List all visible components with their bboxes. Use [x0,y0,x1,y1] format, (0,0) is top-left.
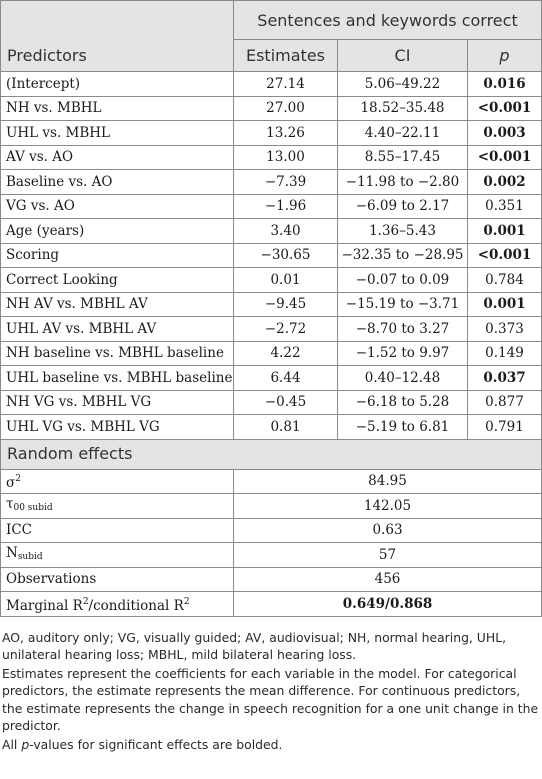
sigma2-label: $\sigma^2$ [1,469,234,494]
p-value-cell: 0.373 [468,317,542,342]
ci-cell: −0.07 to 0.09 [338,268,468,293]
table-row [1,494,542,519]
p-value-cell: 0.001 [468,292,542,317]
n-value: 57 [234,543,542,568]
p-value-cell: 0.037 [468,366,542,391]
predictor-cell: (Intercept) [1,72,234,97]
r2-label: Marginal $R^2$/conditional $R^2$ [1,592,234,617]
p-value-cell: 0.784 [468,268,542,293]
fixed-effects-body [1,72,542,440]
ci-cell: −6.09 to 2.17 [338,194,468,219]
ci-cell: −11.98 to −2.80 [338,170,468,195]
ci-header: CI [338,40,468,72]
table-row [1,415,542,440]
predictor-cell: NH baseline vs. MBHL baseline [1,341,234,366]
p-value-cell: 0.351 [468,194,542,219]
p-value-cell: 0.791 [468,415,542,440]
predictor-cell: VG vs. AO [1,194,234,219]
table-footnotes [0,617,542,754]
n-label: Nsubid [1,543,234,568]
p-value-cell: 0.149 [468,341,542,366]
ci-cell: −6.18 to 5.28 [338,390,468,415]
r2-value: 0.649/0.868 [234,592,542,617]
table-row [1,341,542,366]
p-value-cell: <0.001 [468,96,542,121]
predictor-cell: Baseline vs. AO [1,170,234,195]
table-row [1,366,542,391]
ci-cell: 5.06–49.22 [338,72,468,97]
sentences-keywords-header: Sentences and keywords correct [234,1,542,40]
table-row [1,194,542,219]
estimates-note: Estimates represent the coefficients for each variable in the model. For categorical predictors, the estimate represents the mean difference. For continuous predictors, the estimate represents the change in speech recognition for a one unit change in the predictor. [2,665,539,733]
predictor-cell: NH vs. MBHL [1,96,234,121]
p-header: p [468,40,542,72]
bold-note: All p-values for significant effects are bolded. [2,736,283,752]
table-row [1,543,542,568]
p-value-cell: <0.001 [468,243,542,268]
table-row [1,219,542,244]
table-row [1,243,542,268]
icc-value: 0.63 [234,518,542,543]
random-effects-body [1,439,542,616]
observations-value: 456 [234,567,542,592]
estimate-cell: −0.45 [234,390,338,415]
predictor-cell: UHL baseline vs. MBHL baseline [1,366,234,391]
estimate-cell: 0.81 [234,415,338,440]
ci-cell: −5.19 to 6.81 [338,415,468,440]
tau-label: τ00 subid [1,494,234,519]
estimate-cell: 27.14 [234,72,338,97]
predictor-cell: NH VG vs. MBHL VG [1,390,234,415]
predictors-header: Predictors [1,1,234,72]
table-row [1,292,542,317]
estimate-cell: −7.39 [234,170,338,195]
table-row [1,469,542,494]
predictor-cell: UHL vs. MBHL [1,121,234,146]
predictor-cell: UHL VG vs. MBHL VG [1,415,234,440]
ci-cell: −1.52 to 9.97 [338,341,468,366]
table-row [1,268,542,293]
table-row [1,592,542,617]
table-row [1,96,542,121]
estimate-cell: −1.96 [234,194,338,219]
predictor-cell: UHL AV vs. MBHL AV [1,317,234,342]
estimate-cell: 6.44 [234,366,338,391]
abbreviations-note: AO, auditory only; VG, visually guided; AV, audiovisual; NH, normal hearing, UHL, unilateral hearing loss; MBHL, mild bilateral hearing loss. [2,629,507,662]
ci-cell: 4.40–22.11 [338,121,468,146]
estimate-cell: −9.45 [234,292,338,317]
table-row [1,390,542,415]
estimate-cell: 13.26 [234,121,338,146]
predictor-cell: Age (years) [1,219,234,244]
table-row [1,145,542,170]
table-row [1,72,542,97]
table-row [1,170,542,195]
estimate-cell: 13.00 [234,145,338,170]
estimate-cell: 3.40 [234,219,338,244]
ci-cell: 1.36–5.43 [338,219,468,244]
table-row [1,317,542,342]
p-value-cell: 0.877 [468,390,542,415]
p-value-cell: <0.001 [468,145,542,170]
observations-label: Observations [1,567,234,592]
table-row [1,518,542,543]
table-row [1,121,542,146]
p-value-cell: 0.001 [468,219,542,244]
icc-label: ICC [1,518,234,543]
estimate-cell: −30.65 [234,243,338,268]
ci-cell: −15.19 to −3.71 [338,292,468,317]
table-row [1,567,542,592]
estimate-cell: 0.01 [234,268,338,293]
p-value-cell: 0.003 [468,121,542,146]
estimates-header: Estimates [234,40,338,72]
estimate-cell: 27.00 [234,96,338,121]
predictor-cell: Correct Looking [1,268,234,293]
estimate-cell: 4.22 [234,341,338,366]
sigma2-value: 84.95 [234,469,542,494]
random-effects-header: Random effects [1,439,542,469]
ci-cell: −8.70 to 3.27 [338,317,468,342]
p-value-cell: 0.016 [468,72,542,97]
ci-cell: 18.52–35.48 [338,96,468,121]
ci-cell: 8.55–17.45 [338,145,468,170]
ci-cell: −32.35 to −28.95 [338,243,468,268]
p-value-cell: 0.002 [468,170,542,195]
ci-cell: 0.40–12.48 [338,366,468,391]
tau-value: 142.05 [234,494,542,519]
predictor-cell: NH AV vs. MBHL AV [1,292,234,317]
predictor-cell: AV vs. AO [1,145,234,170]
predictor-cell: Scoring [1,243,234,268]
estimate-cell: −2.72 [234,317,338,342]
